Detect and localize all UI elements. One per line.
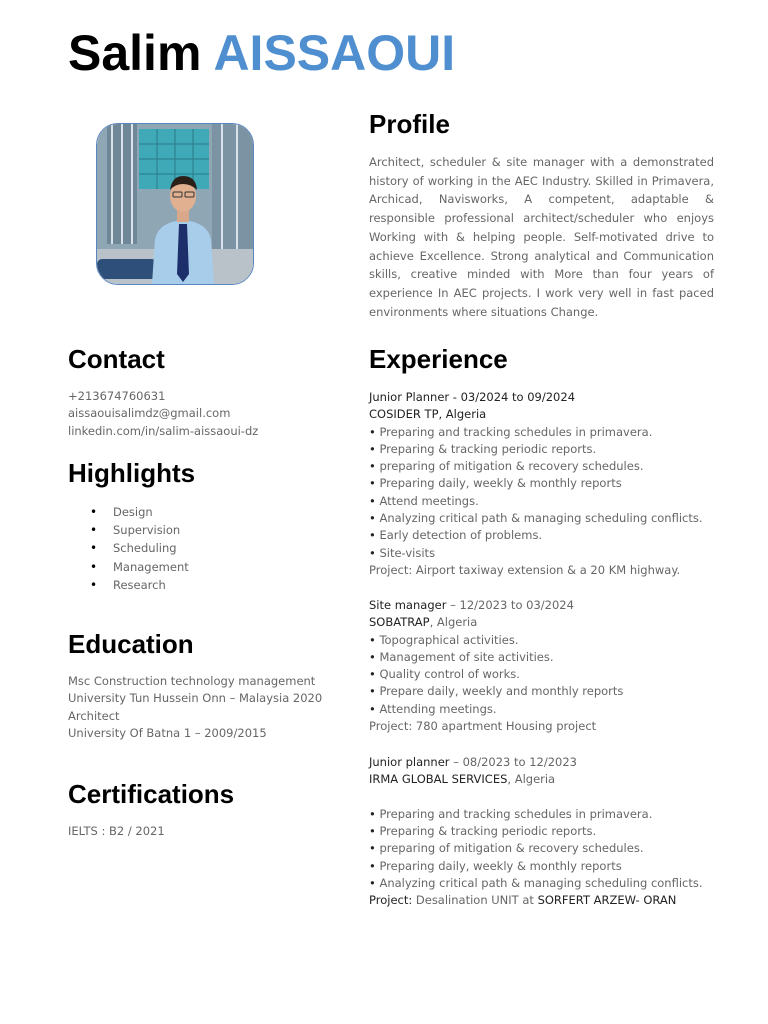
job-title: Junior Planner - 03/2024 to 09/2024 [369, 390, 576, 404]
job-project: Project: Airport taxiway extension & a 20 KM highway. [369, 562, 681, 577]
job-project: Project: 780 apartment Housing project [369, 719, 597, 734]
job-location: , Algeria [429, 615, 478, 630]
experience-heading: Experience [369, 344, 508, 374]
job-title: Junior planner [369, 755, 450, 769]
candidate-name [68, 24, 455, 82]
job-project-site: SORFERT ARZEW- ORAN [537, 893, 677, 908]
experience-job-2 [369, 597, 714, 735]
highlights-heading: Highlights [68, 458, 196, 488]
profile-photo-image [97, 124, 253, 284]
contact-email: aissaouisalimdz@gmail.com [68, 406, 231, 421]
certifications-heading: Certifications [68, 779, 235, 809]
job-bullet: • Prepare daily, weekly and monthly reports [369, 683, 714, 700]
profile-heading: Profile [369, 109, 450, 139]
list-item: • Supervision [68, 521, 189, 539]
education-line: University Of Batna 1 – 2009/2015 [68, 725, 267, 740]
job-title: Site manager [369, 598, 447, 612]
last-name: AISSAOUI [213, 25, 456, 81]
experience-job-1 [369, 389, 714, 579]
profile-photo [96, 123, 254, 285]
contact-phone: +213674760631 [68, 389, 166, 403]
job-bullet: • Topographical activities. [369, 632, 714, 649]
job-bullet: • Preparing and tracking schedules in primavera. [369, 424, 714, 441]
certification-ielts: IELTS : B2 / 2021 [68, 824, 165, 838]
education-line: University Tun Hussein Onn – Malaysia 2020 [68, 691, 323, 706]
job-location: , Algeria [507, 772, 556, 787]
first-name: Salim [68, 25, 202, 81]
job-company: SOBATRAP [369, 615, 430, 630]
job-bullet: • Preparing & tracking periodic reports. [369, 823, 714, 840]
job-bullet: • Analyzing critical path & managing scheduling conflicts. [369, 510, 714, 527]
job-bullet: • Management of site activities. [369, 649, 714, 666]
job-bullet: • Preparing and tracking schedules in primavera. [369, 806, 714, 823]
job-dates: – 12/2023 to 03/2024 [446, 598, 574, 612]
job-bullet: • Attending meetings. [369, 701, 714, 718]
job-bullet: • Preparing & tracking periodic reports. [369, 441, 714, 458]
job-bullet: • Preparing daily, weekly & monthly reports [369, 858, 714, 875]
job-bullet: • preparing of mitigation & recovery schedules. [369, 458, 714, 475]
education-heading: Education [68, 629, 194, 659]
contact-details [68, 388, 258, 440]
highlights-list [68, 503, 189, 594]
education-details [68, 673, 322, 742]
job-company: IRMA GLOBAL SERVICES [369, 772, 508, 787]
job-project-label: Project: [369, 893, 413, 908]
profile-text: Architect, scheduler & site manager with a demonstrated history of working in the AEC Industry. Skilled in Primavera, Archicad, Navisworks, A competent, adaptable & responsible professional architect/scheduler who enjoys Working with & helping people. Self-motivated drive to achieve Excellence. Strong analytical and Communication skills, creative minded with More than four years of experience In AEC projects. I work very well in fast paced environments where situations Change. [369, 155, 714, 319]
job-company: COSIDER TP, Algeria [369, 407, 487, 422]
list-item: • Research [68, 576, 189, 594]
contact-linkedin: linkedin.com/in/salim-aissaoui-dz [68, 423, 259, 438]
job-bullet: • preparing of mitigation & recovery schedules. [369, 840, 714, 857]
job-bullet: • Analyzing critical path & managing scheduling conflicts. [369, 875, 714, 892]
job-bullet: • Site-visits [369, 545, 714, 562]
job-bullet: • Early detection of problems. [369, 527, 714, 544]
job-project-text: Desalination UNIT at [412, 893, 538, 908]
list-item: • Scheduling [68, 539, 189, 557]
experience-job-3 [369, 754, 714, 910]
education-line: Architect [68, 708, 120, 723]
spacer [369, 789, 714, 806]
job-bullet: • Quality control of works. [369, 666, 714, 683]
list-item: • Design [68, 503, 189, 521]
education-line: Msc Construction technology management [68, 674, 316, 688]
contact-heading: Contact [68, 344, 165, 374]
list-item: • Management [68, 558, 189, 576]
job-dates: – 08/2023 to 12/2023 [449, 755, 577, 769]
job-bullet: • Preparing daily, weekly & monthly reports [369, 475, 714, 492]
job-bullet: • Attend meetings. [369, 493, 714, 510]
